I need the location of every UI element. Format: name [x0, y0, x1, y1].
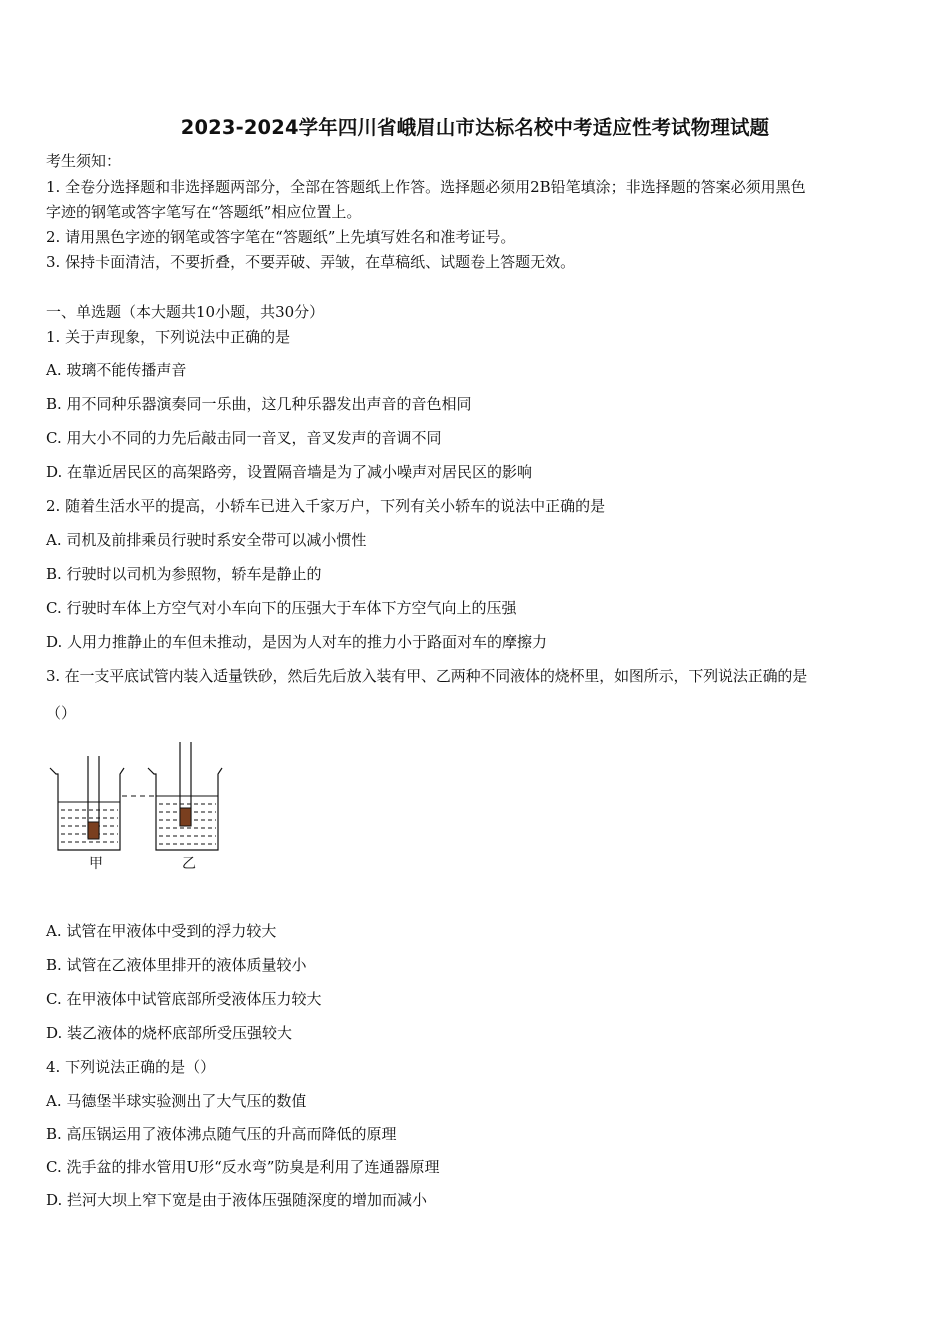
question-4-option-a: A. 马德堡半球实验测出了大气压的数值	[46, 1092, 307, 1110]
iron-sand-right	[180, 808, 191, 826]
notice-line-2: 2. 请用黑色字迹的钢笔或答字笔在“答题纸”上先填写姓名和准考证号。	[46, 228, 516, 246]
question-3-option-d: D. 装乙液体的烧杯底部所受压强较大	[46, 1024, 293, 1042]
question-2-option-c: C. 行驶时车体上方空气对小车向下的压强大于车体下方空气向上的压强	[46, 599, 517, 617]
notice-line-1: 1. 全卷分选择题和非选择题两部分，全部在答题纸上作答。选择题必须用2B铅笔填涂；非选择题的答案必须用黑色	[46, 178, 806, 196]
question-1-option-d: D. 在靠近居民区的高架路旁，设置隔音墙是为了减小噪声对居民区的影响	[46, 463, 533, 481]
section-heading: 一、单选题（本大题共10小题，共30分）	[46, 303, 325, 321]
question-3-stem: 3. 在一支平底试管内装入适量铁砂，然后先后放入装有甲、乙两种不同液体的烧杯里，如图所示，下列说法正确的是	[46, 667, 808, 685]
question-1-option-a: A. 玻璃不能传播声音	[46, 361, 187, 379]
question-1-option-c: C. 用大小不同的力先后敲击同一音叉，音叉发声的音调不同	[46, 429, 442, 447]
question-2-stem: 2. 随着生活水平的提高，小轿车已进入千家万户，下列有关小轿车的说法中正确的是	[46, 497, 606, 515]
notice-heading: 考生须知：	[46, 152, 122, 170]
question-1-stem: 1. 关于声现象，下列说法中正确的是	[46, 328, 291, 346]
notice-line-3: 3. 保持卡面清洁，不要折叠，不要弄破、弄皱，在草稿纸、试题卷上答题无效。	[46, 253, 576, 271]
beaker-left	[50, 768, 124, 850]
question-3-option-b: B. 试管在乙液体里排开的液体质量较小	[46, 956, 307, 974]
question-3-stem-cont: （）	[46, 704, 77, 722]
iron-sand-left	[88, 822, 99, 839]
figure-label-jia: 甲	[89, 856, 103, 872]
notice-line-1-cont: 字迹的钢笔或答字笔写在“答题纸”相应位置上。	[46, 203, 362, 221]
question-4-option-b: B. 高压锅运用了液体沸点随气压的升高而降低的原理	[46, 1125, 397, 1143]
question-4-option-c: C. 洗手盆的排水管用U形“反水弯”防臭是利用了连通器原理	[46, 1158, 440, 1176]
figure-label-yi: 乙	[182, 856, 196, 872]
question-1-option-b: B. 用不同种乐器演奏同一乐曲，这几种乐器发出声音的音色相同	[46, 395, 472, 413]
page-title: 2023-2024学年四川省峨眉山市达标名校中考适应性考试物理试题	[180, 116, 770, 139]
question-2-option-a: A. 司机及前排乘员行驶时系安全带可以减小惯性	[46, 531, 367, 549]
beaker-diagram	[46, 738, 236, 878]
question-3-option-c: C. 在甲液体中试管底部所受液体压力较大	[46, 990, 322, 1008]
question-4-stem: 4. 下列说法正确的是（）	[46, 1058, 216, 1076]
question-2-option-b: B. 行驶时以司机为参照物，轿车是静止的	[46, 565, 322, 583]
question-2-option-d: D. 人用力推静止的车但未推动，是因为人对车的推力小于路面对车的摩擦力	[46, 633, 548, 651]
question-3-option-a: A. 试管在甲液体中受到的浮力较大	[46, 922, 277, 940]
beaker-figure	[46, 738, 236, 878]
question-4-option-d: D. 拦河大坝上窄下宽是由于液体压强随深度的增加而减小	[46, 1191, 428, 1209]
